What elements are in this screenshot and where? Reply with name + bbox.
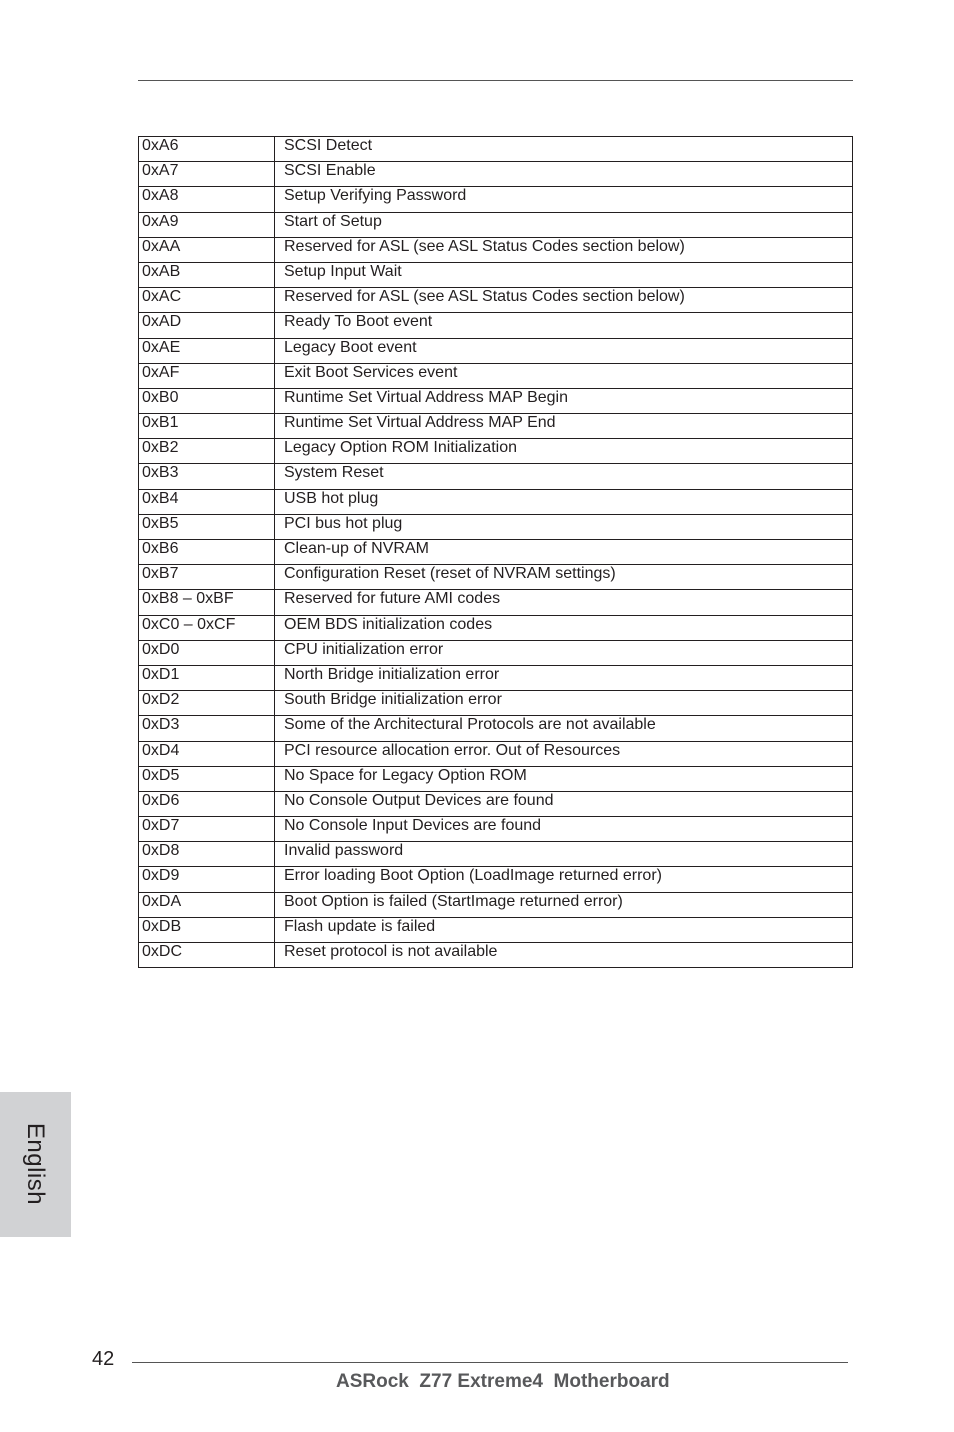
post-code-cell: 0xB2 [139,439,275,464]
table-row [139,691,853,716]
post-code-description-cell: No Console Output Devices are found [275,791,853,816]
table-row [139,791,853,816]
table-row [139,464,853,489]
table-row [139,716,853,741]
table-row [139,514,853,539]
table-row [139,162,853,187]
post-code-description-cell: CPU initialization error [275,640,853,665]
post-code-description-cell: South Bridge initialization error [275,691,853,716]
post-code-cell: 0xB3 [139,464,275,489]
post-code-description-cell: Legacy Boot event [275,338,853,363]
post-code-cell: 0xAC [139,288,275,313]
table-row [139,338,853,363]
language-tab-label: English [22,1122,49,1206]
table-row [139,741,853,766]
post-code-description-cell: Reserved for ASL (see ASL Status Codes section below) [275,288,853,313]
post-code-cell: 0xB1 [139,414,275,439]
post-code-description-cell: OEM BDS initialization codes [275,615,853,640]
table-row [139,943,853,968]
post-code-cell: 0xDA [139,892,275,917]
table-row [139,892,853,917]
post-code-cell: 0xD5 [139,766,275,791]
post-code-cell: 0xD2 [139,691,275,716]
post-code-cell: 0xB0 [139,388,275,413]
table-row [139,313,853,338]
table-row [139,540,853,565]
post-code-cell: 0xC0 – 0xCF [139,615,275,640]
table-row [139,363,853,388]
post-code-description-cell: Invalid password [275,842,853,867]
table-row [139,187,853,212]
post-code-description-cell: Flash update is failed [275,917,853,942]
post-code-cell: 0xB4 [139,489,275,514]
footer-title: ASRock Z77 Extreme4 Motherboard [336,1371,670,1392]
post-code-description-cell: PCI resource allocation error. Out of Resources [275,741,853,766]
post-code-description-cell: No Space for Legacy Option ROM [275,766,853,791]
post-code-description-cell: Boot Option is failed (StartImage returned error) [275,892,853,917]
post-code-cell: 0xA6 [139,137,275,162]
table-row [139,212,853,237]
table-row [139,237,853,262]
footer-rule [132,1362,848,1363]
post-code-description-cell: No Console Input Devices are found [275,817,853,842]
post-code-cell: 0xDB [139,917,275,942]
table-row [139,288,853,313]
post-code-description-cell: Reserved for future AMI codes [275,590,853,615]
post-code-cell: 0xB5 [139,514,275,539]
post-code-cell: 0xD3 [139,716,275,741]
post-code-description-cell: Some of the Architectural Protocols are not available [275,716,853,741]
table-row [139,640,853,665]
table-row [139,842,853,867]
table-row [139,590,853,615]
post-code-cell: 0xB6 [139,540,275,565]
post-code-description-cell: Reserved for ASL (see ASL Status Codes section below) [275,237,853,262]
post-code-cell: 0xB8 – 0xBF [139,590,275,615]
post-code-description-cell: Clean-up of NVRAM [275,540,853,565]
post-code-description-cell: Exit Boot Services event [275,363,853,388]
table-row [139,565,853,590]
post-code-description-cell: Start of Setup [275,212,853,237]
table-row [139,867,853,892]
table-row [139,917,853,942]
table-row [139,489,853,514]
post-code-cell: 0xAF [139,363,275,388]
table-row [139,766,853,791]
post-code-table-body [139,137,853,968]
post-code-cell: 0xAE [139,338,275,363]
table-row [139,388,853,413]
post-code-cell: 0xD7 [139,817,275,842]
post-code-description-cell: USB hot plug [275,489,853,514]
post-code-description-cell: North Bridge initialization error [275,665,853,690]
post-code-description-cell: Runtime Set Virtual Address MAP End [275,414,853,439]
post-code-description-cell: Runtime Set Virtual Address MAP Begin [275,388,853,413]
table-row [139,615,853,640]
post-code-cell: 0xD4 [139,741,275,766]
post-code-cell: 0xA9 [139,212,275,237]
post-code-description-cell: Legacy Option ROM Initialization [275,439,853,464]
post-code-description-cell: SCSI Detect [275,137,853,162]
page-number: 42 [92,1348,115,1370]
table-row [139,137,853,162]
post-code-table [138,136,853,968]
post-code-description-cell: Reset protocol is not available [275,943,853,968]
post-code-cell: 0xDC [139,943,275,968]
post-code-cell: 0xAB [139,262,275,287]
post-code-description-cell: Ready To Boot event [275,313,853,338]
post-code-cell: 0xA8 [139,187,275,212]
post-code-description-cell: Configuration Reset (reset of NVRAM settings) [275,565,853,590]
table-row [139,817,853,842]
post-code-cell: 0xD9 [139,867,275,892]
post-code-cell: 0xD1 [139,665,275,690]
post-code-cell: 0xA7 [139,162,275,187]
header-rule [138,80,853,81]
table-row [139,439,853,464]
post-code-description-cell: PCI bus hot plug [275,514,853,539]
post-code-description-cell: System Reset [275,464,853,489]
post-code-description-cell: Setup Input Wait [275,262,853,287]
post-code-cell: 0xAD [139,313,275,338]
post-code-description-cell: SCSI Enable [275,162,853,187]
post-code-cell: 0xD0 [139,640,275,665]
post-code-cell: 0xB7 [139,565,275,590]
language-tab [0,1092,71,1237]
table-row [139,665,853,690]
table-row [139,414,853,439]
post-code-description-cell: Setup Verifying Password [275,187,853,212]
post-code-description-cell: Error loading Boot Option (LoadImage returned error) [275,867,853,892]
post-code-cell: 0xD6 [139,791,275,816]
table-row [139,262,853,287]
post-code-cell: 0xAA [139,237,275,262]
post-code-cell: 0xD8 [139,842,275,867]
